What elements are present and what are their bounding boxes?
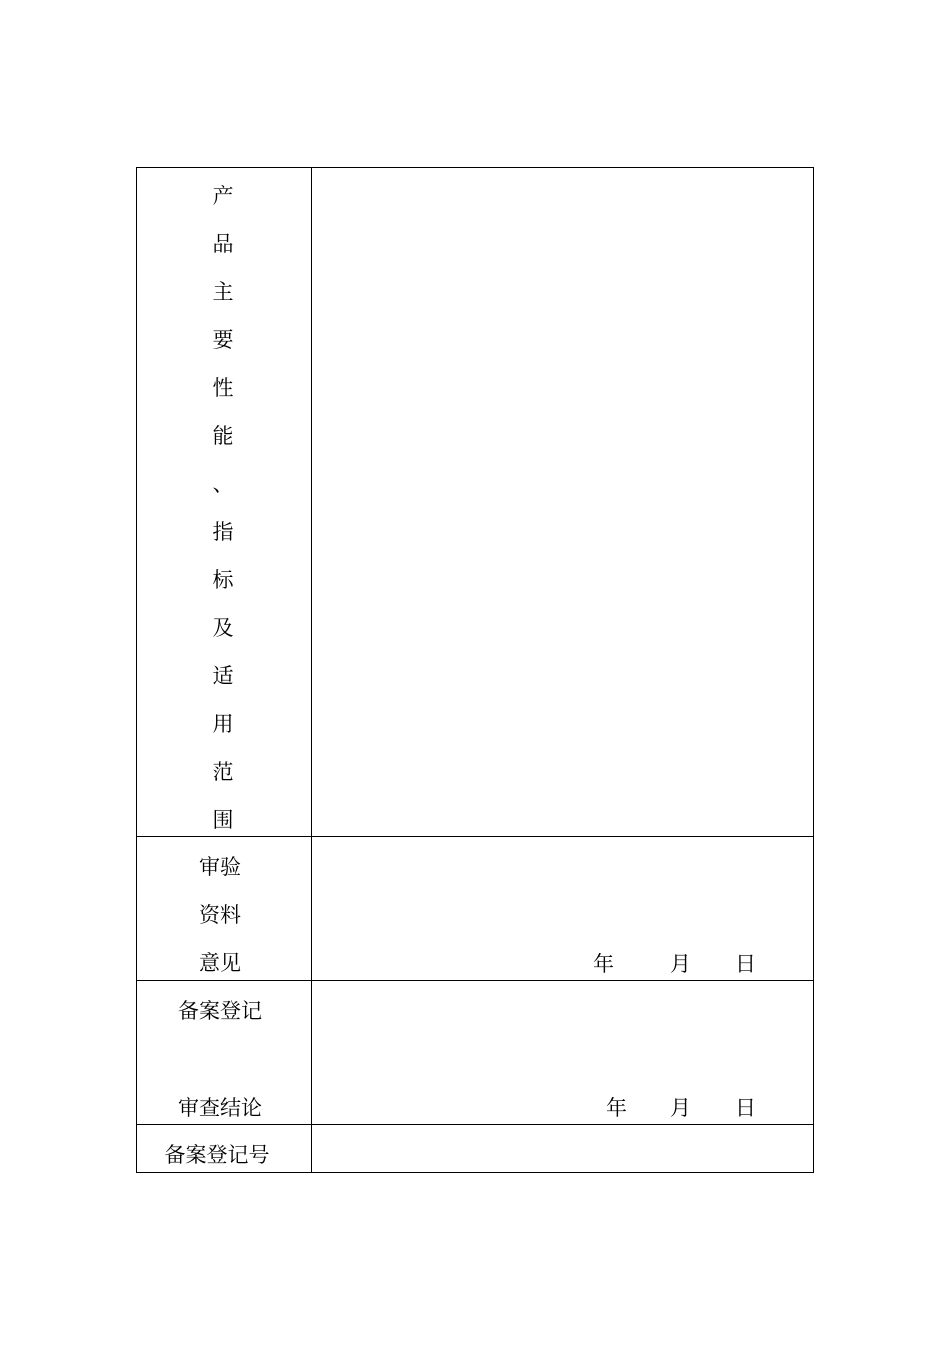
date-day-label: 日	[735, 952, 756, 976]
label-line: 资料	[199, 903, 241, 927]
label-registration-number	[137, 1125, 312, 1172]
label-char: 品	[212, 232, 234, 256]
label-line: 备案登记	[178, 999, 262, 1023]
label-char: 标	[212, 568, 234, 592]
label-char: 产	[212, 184, 234, 208]
filing-form-table	[136, 167, 814, 1173]
label-char: 及	[212, 616, 234, 640]
label-char: 适	[212, 664, 234, 688]
row-product-performance	[137, 168, 813, 837]
label-char: 、	[212, 472, 234, 496]
label-filing-conclusion	[137, 981, 312, 1124]
date-year-label: 年	[606, 1096, 627, 1120]
label-char: 要	[212, 328, 234, 352]
row-registration-number	[137, 1125, 813, 1172]
label-line: 意见	[199, 951, 241, 975]
label-char: 性	[212, 376, 234, 400]
label-char: 指	[212, 520, 234, 544]
label-product-performance	[137, 168, 312, 836]
label-review-opinion	[137, 837, 312, 980]
registration-number-field[interactable]	[312, 1125, 813, 1172]
content-filing-conclusion[interactable]	[312, 981, 813, 1124]
content-product-performance[interactable]	[312, 168, 813, 836]
label-line: 审验	[199, 855, 241, 879]
label-line: 备案登记号	[164, 1143, 270, 1167]
label-char: 用	[212, 712, 234, 736]
date-year-label: 年	[593, 952, 614, 976]
label-char: 能	[212, 424, 234, 448]
label-char: 范	[212, 760, 234, 784]
label-line: 审查结论	[178, 1096, 262, 1120]
label-char: 主	[212, 280, 234, 304]
date-month-label: 月	[670, 952, 691, 976]
content-review-opinion[interactable]	[312, 837, 813, 980]
date-day-label: 日	[735, 1096, 756, 1120]
date-month-label: 月	[670, 1096, 691, 1120]
label-char: 围	[212, 808, 234, 832]
row-review-opinion	[137, 837, 813, 981]
row-filing-conclusion	[137, 981, 813, 1125]
